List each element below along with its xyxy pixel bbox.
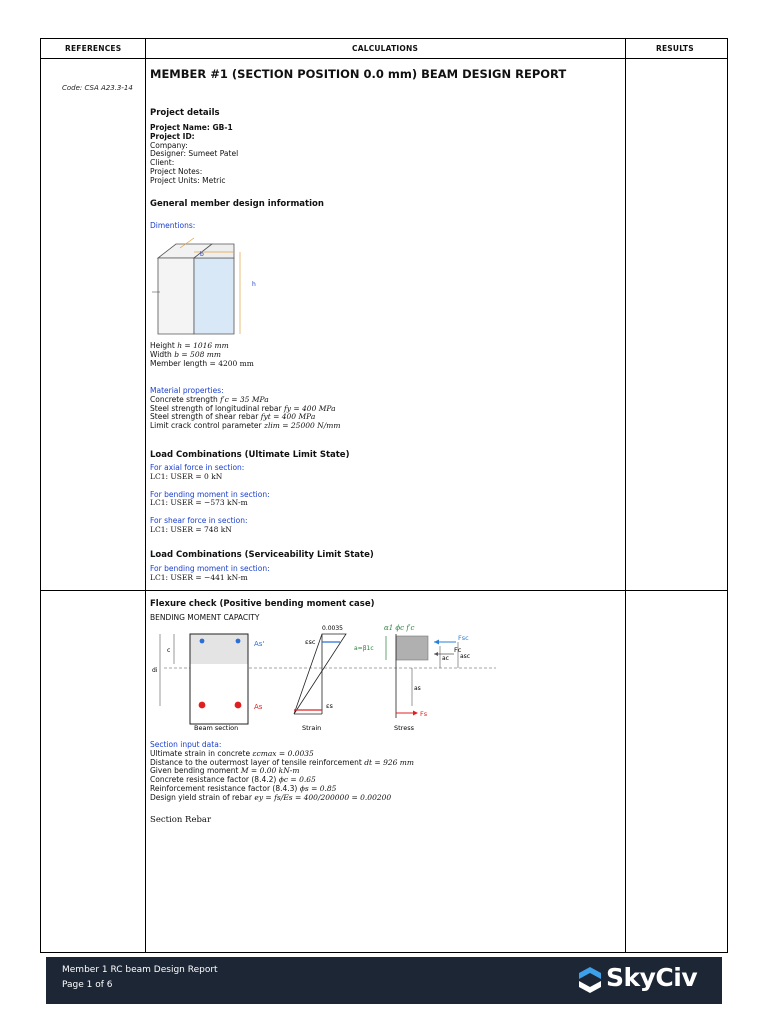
moment-label: Given bending moment [150, 766, 241, 776]
crack-label: Limit crack control parameter [150, 421, 264, 431]
phi-s-expr: ϕs = 0.85 [299, 783, 337, 793]
sls-block [150, 565, 270, 583]
fig-label-h: h [252, 281, 256, 288]
caption-beam: Beam section [194, 724, 239, 732]
uls-axial-label: For axial force in section: [150, 463, 245, 472]
project-designer: Designer: Sumeet Patel [150, 149, 239, 159]
fig-esc: εsc [305, 638, 316, 646]
report-table [40, 38, 728, 953]
sls-bending-label: For bending moment in section: [150, 564, 270, 573]
input-label: Section input data: [150, 740, 222, 749]
fig-fc: Fc [454, 646, 462, 654]
bottom-rebar-right [235, 702, 242, 709]
crack-expr: zlim = 25000 N/mm [264, 421, 341, 431]
project-name: Project Name: GB-1 [150, 123, 233, 132]
uls-axial-value: LC1: USER = 0 kN [150, 471, 223, 481]
section-input-block [150, 741, 414, 803]
fig-es: εs [326, 702, 333, 710]
section-rebar-label: Section Rebar [150, 815, 212, 825]
width-expr: b = 508 mm [174, 349, 221, 359]
fig-as: as [414, 685, 421, 692]
dimentions-label: Dimentions: [150, 221, 196, 230]
header-references: REFERENCES [65, 44, 122, 53]
sls-bending-value: LC1: USER = −441 kN-m [150, 572, 248, 582]
header-divider [41, 58, 727, 59]
long-rebar-label: Steel strength of longitudinal rebar [150, 403, 284, 413]
fig-fs: Fs [420, 710, 428, 718]
material-label: Material properties: [150, 386, 224, 395]
report-title: MEMBER #1 (SECTION POSITION 0.0 mm) BEAM DESIGN REPORT [150, 67, 567, 81]
fig-stress-top: α1 ϕc f′c [384, 624, 415, 632]
project-notes: Project Notes: [150, 166, 203, 176]
ey-label: Design yield strain of rebar [150, 792, 255, 802]
length-expr: 4200 mm [218, 358, 254, 368]
fig-ecu: 0.0035 [322, 625, 343, 632]
col-divider-2 [625, 39, 626, 952]
ey-expr: ey = fs/Es = 400/200000 = 0.00200 [254, 792, 392, 802]
header-calculations: CALCULATIONS [352, 44, 419, 53]
beam-dimension-figure [150, 236, 266, 340]
material-block [150, 387, 340, 431]
flexure-heading: Flexure check (Positive bending moment case) [150, 599, 375, 609]
height-label: Height [150, 341, 178, 350]
project-client: Client: [150, 158, 175, 168]
flexure-subheading: BENDING MOMENT CAPACITY [150, 613, 260, 622]
shear-rebar-expr: fyt = 400 MPa [260, 412, 316, 422]
bending-capacity-figure [150, 622, 496, 734]
distance-label: Distance to the outermost layer of tensile reinforcement [150, 757, 365, 767]
footer-report-name: Member 1 RC beam Design Report [62, 965, 218, 975]
bottom-rebar-left [199, 702, 206, 709]
col-divider-1 [145, 39, 146, 952]
uls-shear-value: LC1: USER = 748 kN [150, 524, 232, 534]
fig-fsc: Fsc [458, 634, 469, 642]
ultimate-strain-label: Ultimate strain in concrete [150, 748, 253, 758]
uls-bending-label: For bending moment in section: [150, 489, 270, 499]
fig-label-b: b [200, 251, 204, 258]
distance-expr: dt = 926 mm [364, 757, 415, 767]
project-heading: Project details [150, 108, 220, 118]
concrete-expr: f′c = 35 MPa [220, 394, 269, 404]
fig-a-beta: a=β1c [354, 645, 374, 652]
footer-brand: SkyCiv [606, 963, 698, 992]
width-label: Width [150, 349, 175, 359]
project-company: Company: [150, 140, 188, 150]
general-heading: General member design information [150, 199, 324, 209]
footer-page-number: Page 1 of 6 [62, 980, 113, 990]
uls-bending-value: LC1: USER = −573 kN-m [150, 498, 248, 508]
fig-as-bot: As [254, 703, 263, 711]
top-rebar-right [236, 639, 241, 644]
project-block [150, 124, 238, 186]
shear-rebar-label: Steel strength of shear rebar [150, 412, 261, 422]
dimension-values [150, 342, 254, 368]
moment-expr: M = 0.00 kN-m [240, 766, 300, 776]
uls-shear-label: For shear force in section: [150, 516, 248, 526]
long-rebar-expr: fy = 400 MPa [283, 403, 336, 413]
fig-ac: ac [442, 655, 449, 662]
skyciv-logo-icon [576, 965, 604, 995]
ultimate-strain-expr: εcmax = 0.0035 [252, 748, 314, 758]
concrete-label: Concrete strength [150, 394, 221, 404]
caption-strain: Strain [302, 724, 322, 732]
header-results: RESULTS [656, 44, 694, 53]
length-label: Member length = [150, 358, 219, 368]
uls-block [150, 464, 270, 535]
fig-asc: asc [460, 653, 471, 660]
caption-stress: Stress [394, 724, 414, 732]
project-units: Project Units: Metric [150, 175, 226, 185]
phi-c-expr: ϕc = 0.65 [278, 775, 316, 785]
project-id: Project ID: [150, 131, 195, 141]
fig-di: di [152, 667, 158, 674]
top-rebar-left [200, 639, 205, 644]
fig-c: c [167, 647, 171, 654]
row-divider [41, 590, 727, 591]
uls-heading: Load Combinations (Ultimate Limit State) [150, 450, 350, 460]
height-expr: h = 1016 mm [177, 341, 229, 350]
code-reference: Code: CSA A23.3-14 [62, 84, 133, 92]
phi-c-label: Concrete resistance factor (8.4.2) [150, 775, 279, 785]
sls-heading: Load Combinations (Serviceability Limit State) [150, 550, 374, 560]
fig-as-top: As' [254, 640, 265, 648]
phi-s-label: Reinforcement resistance factor (8.4.3) [150, 783, 300, 793]
